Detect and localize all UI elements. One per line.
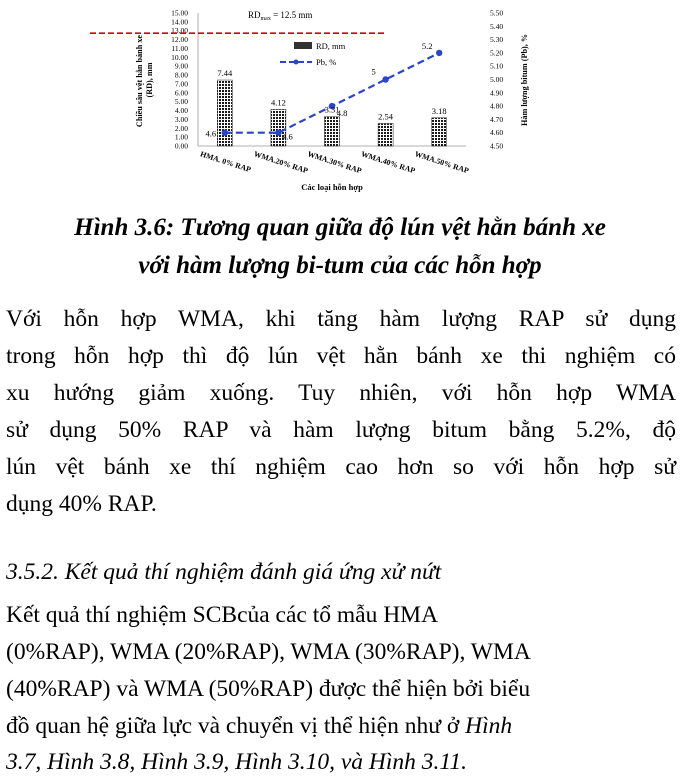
pb-point xyxy=(275,130,281,136)
line-value-label: 5.2 xyxy=(421,40,433,51)
paragraph-2-line5: 3.7, Hình 3.8, Hình 3.9, Hình 3.10, và Hình 3.11. xyxy=(6,749,468,775)
paragraph-1-line: lún vệt bánh xe thí nghiệm cao hơn so với hỗn hợp sử xyxy=(6,454,676,480)
left-tick-label: 13.00 xyxy=(171,26,188,36)
left-tick-label: 2.00 xyxy=(174,123,188,133)
left-tick-label: 9.00 xyxy=(174,61,188,71)
x-axis-title: Các loại hỗn hợp xyxy=(301,182,363,192)
legend-line-marker xyxy=(294,60,299,65)
chart xyxy=(0,0,680,200)
legend-line-label: Pb, % xyxy=(316,57,337,67)
x-tick-label: WMA.20% RAP xyxy=(252,149,310,176)
right-tick-label: 5.50 xyxy=(490,8,504,18)
left-tick-label: 7.00 xyxy=(174,79,188,89)
x-tick-labels xyxy=(199,149,470,175)
pb-point xyxy=(222,130,228,136)
bar xyxy=(432,118,447,146)
figure-caption-line2: với hàm lượng bi-tum của các hỗn hợp xyxy=(138,252,542,279)
legend-bar-label: RD, mm xyxy=(316,41,346,51)
pb-point xyxy=(436,50,442,56)
right-tick-label: 5.30 xyxy=(490,35,504,45)
left-tick-label: 5.00 xyxy=(174,97,188,107)
y-axis-left-title xyxy=(135,33,154,127)
right-tick-label: 4.60 xyxy=(490,128,504,138)
line-value-label: 4.6 xyxy=(282,131,293,142)
line-value-label: 5 xyxy=(371,66,376,77)
left-tick-label: 1.00 xyxy=(174,132,188,142)
line-value-label: 4.8 xyxy=(336,108,348,119)
right-tick-label: 5.10 xyxy=(490,61,504,71)
left-tick-label: 8.00 xyxy=(174,70,188,80)
paragraph-1-line: trong hỗn hợp thì độ lún vệt hằn bánh xe thi nghiệm có xyxy=(6,343,676,369)
x-tick-label: HMA. 0% RAP xyxy=(199,149,253,175)
paragraph-1-line: dụng 40% RAP. xyxy=(6,491,157,517)
right-tick-label: 4.80 xyxy=(490,101,504,111)
bar xyxy=(217,80,232,146)
bar xyxy=(325,117,340,146)
right-tick-label: 4.70 xyxy=(490,114,504,124)
paragraph-1-line: sử dụng 50% RAP và hàm lượng bitum bằng 5.2%, độ xyxy=(6,417,676,443)
bar-value-label: 4.12 xyxy=(270,97,286,108)
paragraph-2-line1: Kết quả thí nghiệm SCBcủa các tổ mẫu HMA xyxy=(6,602,439,628)
left-axis-ticks xyxy=(171,9,188,151)
left-tick-label: 12.00 xyxy=(171,35,188,45)
left-tick-label: 4.00 xyxy=(174,106,188,116)
x-tick-label: WMA.30% RAP xyxy=(306,149,363,176)
legend-bar-swatch xyxy=(294,42,312,49)
left-tick-label: 14.00 xyxy=(171,17,188,27)
paragraph-1 xyxy=(6,301,676,523)
y-axis-left-title-line1: Chiều sâu vệt hằn bánh xe xyxy=(135,34,144,128)
left-tick-label: 10.00 xyxy=(171,52,188,62)
paragraph-2-line4 xyxy=(6,708,512,746)
bar xyxy=(378,123,393,146)
right-tick-label: 4.50 xyxy=(490,141,504,151)
bar-value-label: 3.31 xyxy=(324,104,340,115)
right-axis-ticks xyxy=(490,9,503,151)
x-tick-label: WMA.50% RAP xyxy=(413,149,470,176)
y-axis-right-title: Hàm lượng bitum (Pb), % xyxy=(520,33,529,127)
paragraph-1-line: xu hướng giảm xuống. Tuy nhiên, với hỗn hợp WMA xyxy=(6,380,676,406)
bar-value-label: 7.44 xyxy=(217,68,233,79)
left-tick-label: 6.00 xyxy=(174,88,188,98)
right-tick-label: 5.00 xyxy=(490,75,504,84)
right-tick-label: 5.40 xyxy=(490,21,504,31)
figure-caption-line1: Hình 3.6: Tương quan giữa độ lún vệt hằn bánh xe xyxy=(74,214,606,241)
x-tick-label: WMA.40% RAP xyxy=(359,149,417,176)
pb-point xyxy=(382,76,388,82)
paragraph-1-line: Với hỗn hợp WMA, khi tăng hàm lượng RAP sử dụng xyxy=(6,306,676,332)
bar-value-labels xyxy=(217,68,446,121)
paragraph-2-line4-text: đồ quan hệ giữa lực và chuyển vị thể hiện như ở xyxy=(6,713,466,739)
paragraph-2-line3: (40%RAP) và WMA (50%RAP) được thể hiện bởi biểu xyxy=(6,676,531,702)
y-axis-left-title-line2: (RD), mm xyxy=(145,62,154,98)
paragraph-2-line2: (0%RAP), WMA (20%RAP), WMA (30%RAP), WMA xyxy=(6,639,531,665)
left-tick-label: 15.00 xyxy=(171,8,188,18)
bar-value-label: 2.54 xyxy=(378,111,394,122)
right-tick-label: 5.20 xyxy=(490,48,504,58)
left-tick-label: 11.00 xyxy=(171,43,188,53)
figure-reference: Hình xyxy=(465,713,513,739)
left-tick-label: 0.00 xyxy=(174,141,188,151)
legend xyxy=(280,41,346,67)
right-tick-label: 4.90 xyxy=(490,88,504,98)
section-heading: 3.5.2. Kết quả thí nghiệm đánh giá ứng xử nứt xyxy=(6,559,442,585)
bar-value-label: 3.18 xyxy=(431,105,447,116)
left-tick-label: 3.00 xyxy=(174,114,188,124)
rd-max-label: $RD_{max} = 12.5$ mm xyxy=(248,10,313,22)
line-value-label: 4.6 xyxy=(205,128,217,139)
